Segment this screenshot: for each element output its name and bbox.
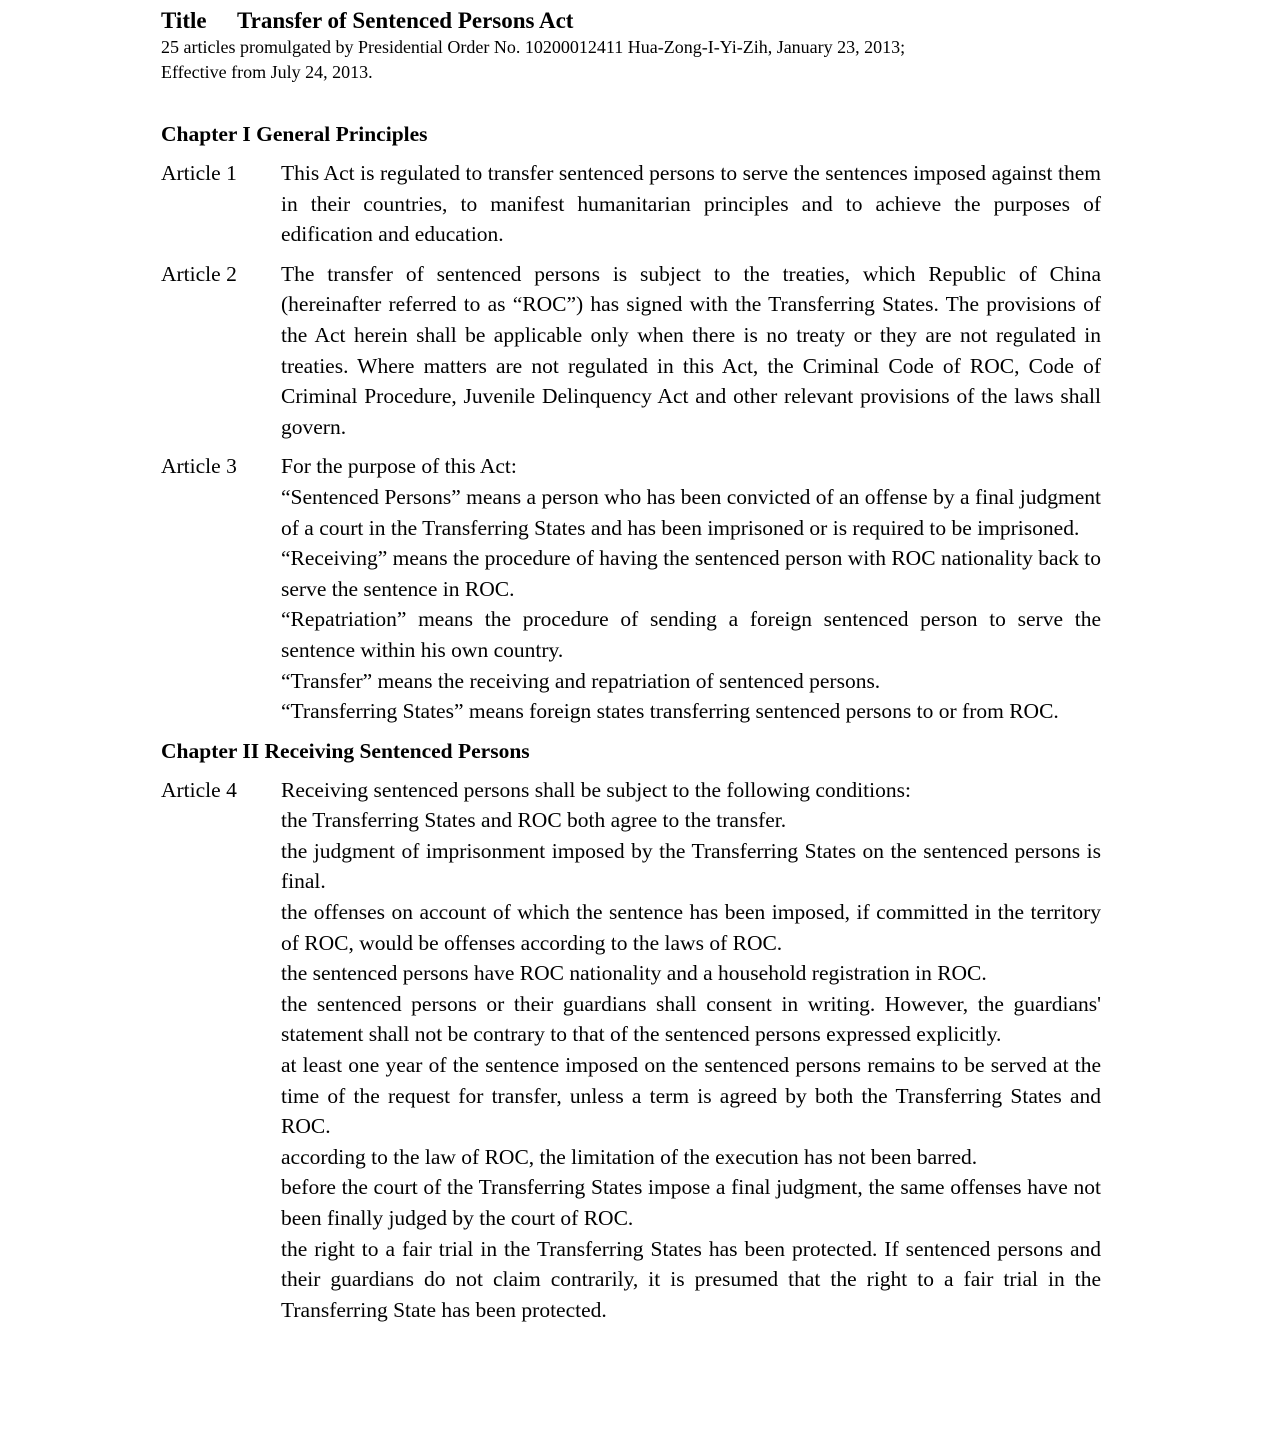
article-paragraph: the offenses on account of which the sentence has been imposed, if committed in the territory of ROC, would be offenses according to the laws of ROC. (281, 900, 1101, 955)
article-text (281, 259, 1101, 443)
article-paragraph: Receiving sentenced persons shall be subject to the following conditions: (281, 777, 911, 802)
article-paragraph: according to the law of ROC, the limitation of the execution has not been barred. (281, 1144, 978, 1169)
article-paragraph: the sentenced persons or their guardians shall consent in writing. However, the guardians' statement shall not be contrary to that of the sentenced persons expressed explicitly. (281, 991, 1101, 1047)
article-paragraph: “Transferring States” means foreign states transferring sentenced persons to or from ROC. (281, 699, 1059, 724)
article-paragraph: This Act is regulated to transfer sentenced persons to serve the sentences imposed against them in their countries, to manifest humanitarian principles and to achieve the purposes of edification and education. (281, 161, 1101, 247)
article (161, 775, 1101, 1326)
article (161, 158, 1101, 250)
document-title (161, 6, 1121, 35)
article-text (281, 775, 1101, 1326)
article-paragraph: at least one year of the sentence imposed on the sentenced persons remains to be served at the time of the request for transfer, unless a term is agreed by both the Transferring States and ROC. (281, 1053, 1101, 1139)
article-text (281, 158, 1101, 250)
chapter-heading: Chapter I General Principles (161, 122, 428, 146)
article-paragraph: before the court of the Transferring States impose a final judgment, the same offenses have not been finally judged by the court of ROC. (281, 1175, 1101, 1230)
article-paragraph: “Transfer” means the receiving and repatriation of sentenced persons. (281, 668, 881, 693)
promulgation-info: 25 articles promulgated by Presidential Order No. 10200012411 Hua-Zong-I-Yi-Zih, January 23, 2013; (161, 37, 906, 57)
article-paragraph: the sentenced persons have ROC nationality and a household registration in ROC. (281, 961, 987, 986)
document-body (161, 119, 1101, 1334)
document-header (161, 6, 1121, 85)
article-label: Article 2 (161, 261, 237, 286)
article-text (281, 451, 1101, 726)
article-paragraph: the judgment of imprisonment imposed by the Transferring States on the sentenced persons is final. (281, 838, 1101, 894)
article (161, 259, 1101, 443)
article-paragraph: For the purpose of this Act: (281, 454, 517, 479)
title-label: Title (161, 8, 207, 33)
article-paragraph: The transfer of sentenced persons is subject to the treaties, which Republic of China (hereinafter referred to as “ROC”) has signed with the Transferring States. The provisions of the Act herein shall be applicable only when there is no treaty or they are not regulated in treaties. Where matters are not regulated in this Act, the Criminal Code of ROC, Code of Criminal Procedure, Juvenile Delinquency Act and other relevant provisions of the laws shall govern. (281, 261, 1101, 439)
article-paragraph: “Repatriation” means the procedure of sending a foreign sentenced person to serve the sentence within his own country. (281, 607, 1101, 662)
article-label: Article 4 (161, 777, 237, 802)
article-paragraph: the Transferring States and ROC both agree to the transfer. (281, 808, 787, 833)
article (161, 451, 1101, 726)
article-label: Article 1 (161, 161, 237, 185)
effective-date: Effective from July 24, 2013. (161, 62, 373, 82)
article-paragraph: “Receiving” means the procedure of having the sentenced person with ROC nationality back to serve the sentence in ROC. (281, 546, 1101, 601)
chapter-heading: Chapter II Receiving Sentenced Persons (161, 738, 530, 763)
act-title: Transfer of Sentenced Persons Act (237, 8, 574, 33)
article-paragraph: the right to a fair trial in the Transferring States has been protected. If sentenced persons and their guardians do not claim contrarily, it is presumed that the right to a fair trial in the Transferring State has been protected. (281, 1236, 1101, 1322)
article-label: Article 3 (161, 454, 237, 479)
article-paragraph: “Sentenced Persons” means a person who has been convicted of an offense by a final judgment of a court in the Transferring States and has been imprisoned or is required to be imprisoned. (281, 484, 1101, 540)
